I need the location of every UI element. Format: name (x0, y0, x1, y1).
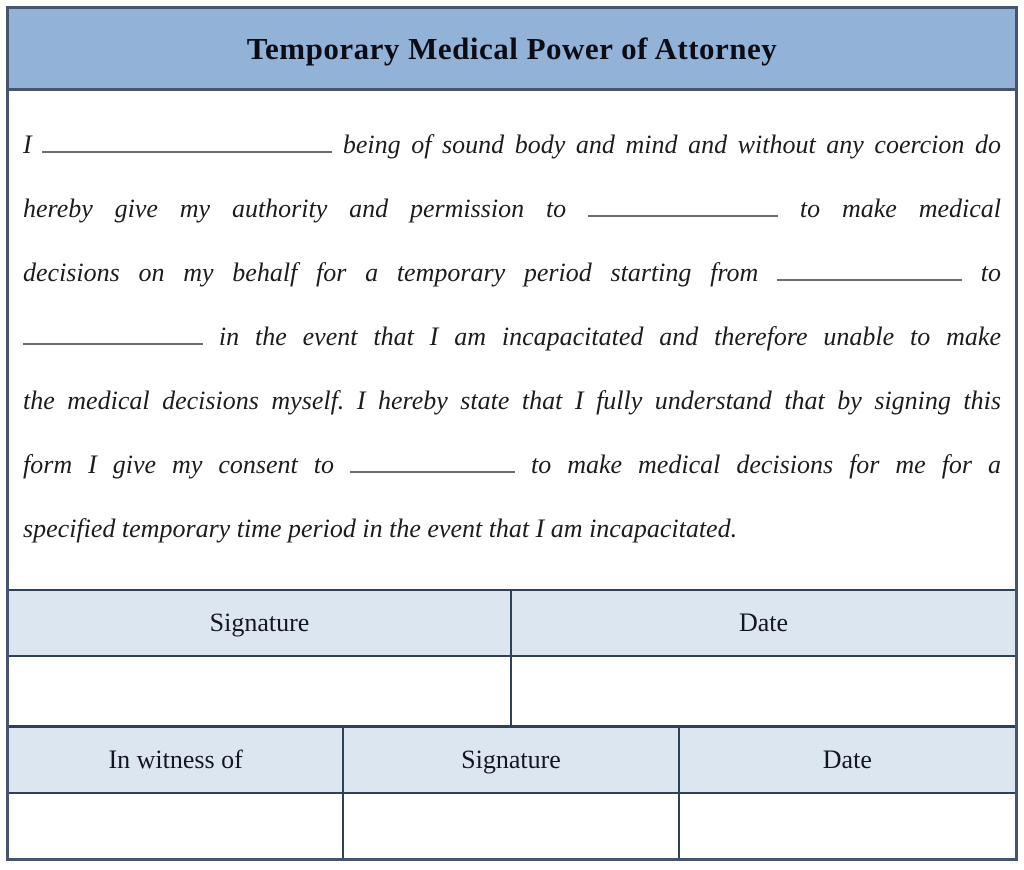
blank-start-date[interactable] (777, 254, 962, 281)
form-body (9, 91, 1015, 589)
form-line-5 (23, 369, 1001, 433)
form-line-6 (23, 433, 1001, 497)
witness-of-header-cell: In witness of (9, 728, 344, 794)
form-title: Temporary Medical Power of Attorney (246, 30, 778, 66)
paragraph-text: being of sound body and mind and without any coercion do (342, 130, 1001, 159)
witness-table (9, 725, 1015, 858)
witness-date-header-cell: Date (680, 728, 1015, 794)
blank-agent-name[interactable] (588, 190, 778, 217)
form-line-4 (23, 305, 1001, 369)
paragraph-text: the medical decisions myself. I hereby state that I fully understand that by signing this (23, 386, 1001, 415)
paragraph-text: to make medical (799, 194, 1001, 223)
witness-signature-header-cell: Signature (344, 728, 679, 794)
witness-name-field[interactable] (9, 794, 344, 858)
paragraph-text: to make medical decisions for me for a (530, 450, 1002, 479)
signature-header-cell: Signature (9, 591, 512, 657)
paragraph-text: hereby give my authority and permission to (23, 194, 567, 223)
witness-signature-field[interactable] (344, 794, 679, 858)
blank-agent-name-confirm[interactable] (350, 446, 515, 473)
paragraph-text: to (980, 258, 1002, 287)
signature-date-table (9, 589, 1015, 725)
paragraph-text: decisions on my behalf for a temporary period starting from (23, 258, 759, 287)
blank-end-date[interactable] (23, 318, 203, 345)
form-line-7 (23, 497, 1001, 561)
paragraph-text: I (23, 130, 32, 159)
signature-field[interactable] (9, 657, 512, 725)
form-line-1 (23, 113, 1001, 177)
date-field[interactable] (512, 657, 1015, 725)
blank-principal-name[interactable] (42, 126, 332, 153)
form-line-2 (23, 177, 1001, 241)
date-header-cell: Date (512, 591, 1015, 657)
paragraph-text: form I give my consent to (23, 450, 334, 479)
form-line-3 (23, 241, 1001, 305)
power-of-attorney-form (6, 6, 1018, 861)
paragraph-text: in the event that I am incapacitated and therefore unable to make (218, 322, 1002, 351)
witness-date-field[interactable] (680, 794, 1015, 858)
paragraph-text: specified temporary time period in the event that I am incapacitated. (23, 514, 738, 543)
form-header (9, 9, 1015, 91)
